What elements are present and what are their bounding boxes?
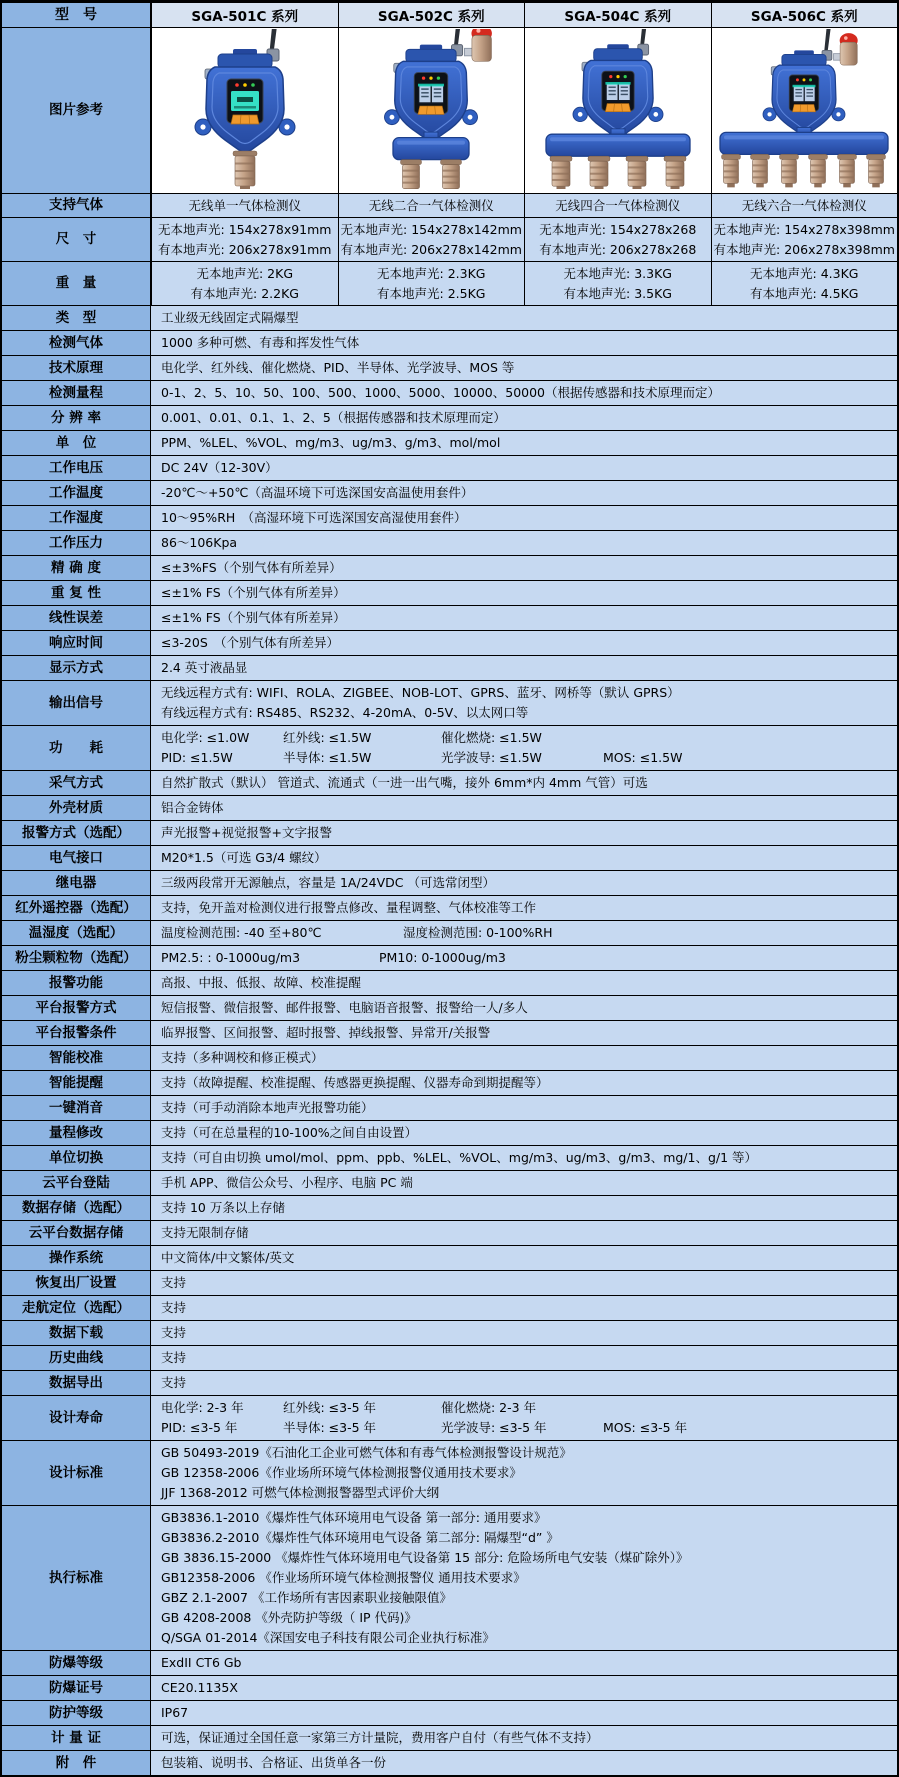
row-value [151, 1726, 897, 1750]
row-value-line: 可选，保证通过全国任意一家第三方计量院，费用客户自付（有些气体不支持） [161, 1728, 891, 1748]
row-value [151, 1371, 897, 1395]
row-value [151, 1271, 897, 1295]
spec-row [2, 1020, 897, 1045]
spec-row [2, 1700, 897, 1725]
spec-row [2, 680, 897, 725]
row-value [151, 1751, 897, 1775]
spec-row [2, 630, 897, 655]
spec-row [2, 1675, 897, 1700]
header-row [2, 3, 897, 27]
row-label: 技术原理 [2, 356, 151, 380]
row-value-line: 支持（可自由切换 umol/mol、ppm、ppb、%LEL、%VOL、mg/m3、ug/m3、g/m3、mg/1、g/1 等） [161, 1148, 891, 1168]
row-value [151, 996, 897, 1020]
spec-row [2, 330, 897, 355]
row-value-segment: 光学波导: ≤1.5W [441, 748, 603, 768]
row-value-line [161, 948, 891, 968]
spec-row [2, 770, 897, 795]
row-value-line: GBZ 2.1-2007 《工作场所有害因素职业接触限值》 [161, 1588, 891, 1608]
spec-row [2, 1750, 897, 1775]
spec-row [2, 1270, 897, 1295]
row-value [151, 1441, 897, 1505]
row-value-line: -20℃～+50℃（高温环境下可选深国安高温使用套件） [161, 483, 891, 503]
row-value [151, 1701, 897, 1725]
row-value-line: 高报、中报、低报、故障、校准提醒 [161, 973, 891, 993]
row-label: 报警功能 [2, 971, 151, 995]
quad-value-line: 有本地声光: 4.5KG [750, 284, 858, 303]
row-label: 检测量程 [2, 381, 151, 405]
quad-value-line: 无本地声光: 154x278x91mm [158, 220, 331, 239]
row-value [151, 946, 897, 970]
quad-value-line: 有本地声光: 3.5KG [564, 284, 672, 303]
row-label: 平台报警方式 [2, 996, 151, 1020]
row-label: 显示方式 [2, 656, 151, 680]
row-value [151, 1021, 897, 1045]
row-label: 计 量 证 [2, 1726, 151, 1750]
row-value [151, 306, 897, 330]
spec-row [2, 920, 897, 945]
row-value [151, 1321, 897, 1345]
row-value [151, 1651, 897, 1675]
gas-detector-two-sensor-icon [340, 29, 522, 193]
row-label: 工作温度 [2, 481, 151, 505]
row-value-line: 工业级无线固定式隔爆型 [161, 308, 891, 328]
row-value-segment: 湿度检测范围: 0-100%RH [403, 923, 552, 943]
quad-value-cell [524, 218, 711, 261]
row-value-line: 临界报警、区间报警、超时报警、掉线报警、异常开/关报警 [161, 1023, 891, 1043]
row-value [151, 1146, 897, 1170]
gas-detector-six-sensor-icon [713, 29, 895, 193]
row-value-line: 86～106Kpa [161, 533, 891, 553]
spec-row [2, 1095, 897, 1120]
row-label: 量程修改 [2, 1121, 151, 1145]
row-label: 执行标准 [2, 1506, 151, 1650]
row-label: 恢复出厂设置 [2, 1271, 151, 1295]
quad-value-cell [338, 262, 525, 305]
row-label: 一键消音 [2, 1096, 151, 1120]
device-image-cell [524, 28, 711, 193]
spec-row [2, 430, 897, 455]
row-value [151, 726, 897, 770]
gas-detector-single-sensor-icon [154, 29, 336, 193]
row-value-line: 支持（可手动消除本地声光报警功能） [161, 1098, 891, 1118]
row-value-line: 自然扩散式（默认） 管道式、流通式（一进一出气嘴，接外 6mm*内 4mm 气管）可选 [161, 773, 891, 793]
quad-value-line: 无本地声光: 4.3KG [750, 264, 858, 283]
spec-row [2, 845, 897, 870]
row-value-segment: 电化学: ≤1.0W [161, 728, 283, 748]
spec-row [2, 480, 897, 505]
row-label: 线性误差 [2, 606, 151, 630]
row-label: 防爆等级 [2, 1651, 151, 1675]
quad-value-cell [524, 262, 711, 305]
row-value-line: 0-1、2、5、10、50、100、500、1000、5000、10000、50000（根据传感器和技术原理而定） [161, 383, 891, 403]
row-value-line: 支持 10 万条以上存储 [161, 1198, 891, 1218]
row-value [151, 821, 897, 845]
spec-row [2, 380, 897, 405]
row-value-segment: 光学波导: ≤3-5 年 [441, 1418, 603, 1438]
row-label: 云平台数据存储 [2, 1221, 151, 1245]
row-value [151, 1171, 897, 1195]
row-value [151, 796, 897, 820]
row-value-line: IP67 [161, 1703, 891, 1723]
row-value-line: ≤±1% FS（个别气体有所差异） [161, 583, 891, 603]
spec-row [2, 505, 897, 530]
row-label: 类 型 [2, 306, 151, 330]
quad-value-cell [524, 194, 711, 217]
row-value [151, 656, 897, 680]
row-value-line: GB 4208-2008 《外壳防护等级（ IP 代码)》 [161, 1608, 891, 1628]
row-label: 外壳材质 [2, 796, 151, 820]
row-value-line: 支持 [161, 1273, 891, 1293]
spec-row [2, 355, 897, 380]
quad-value-cell [711, 262, 898, 305]
row-value [151, 581, 897, 605]
spec-row [2, 1440, 897, 1505]
row-value-line: 中文简体/中文繁体/英文 [161, 1248, 891, 1268]
row-value-line: ≤3-20S （个别气体有所差异） [161, 633, 891, 653]
spec-row [2, 1045, 897, 1070]
row-value-segment: MOS: ≤1.5W [603, 748, 682, 768]
row-value-line: M20*1.5（可选 G3/4 螺纹） [161, 848, 891, 868]
row-value [151, 846, 897, 870]
row-value-line: GB 12358-2006《作业场所环境气体检测报警仪通用技术要求》 [161, 1463, 891, 1483]
row-value-line: GB3836.1-2010《爆炸性气体环境用电气设备 第一部分: 通用要求》 [161, 1508, 891, 1528]
row-label: 尺 寸 [2, 218, 151, 261]
quad-value-cell [151, 262, 338, 305]
row-label: 防护等级 [2, 1701, 151, 1725]
row-value-line: 1000 多种可燃、有毒和挥发性气体 [161, 333, 891, 353]
device-image-cell [338, 28, 525, 193]
quad-value-cell [151, 194, 338, 217]
row-label: 历史曲线 [2, 1346, 151, 1370]
quad-value-line: 无本地声光: 154x278x398mm [714, 220, 895, 239]
row-value-line: DC 24V（12-30V） [161, 458, 891, 478]
row-value [151, 1096, 897, 1120]
quad-value-line: 无线六合一气体检测仪 [742, 196, 867, 215]
spec-row [2, 530, 897, 555]
quad-row [2, 193, 897, 217]
row-value-line [161, 728, 891, 748]
row-value [151, 431, 897, 455]
row-label: 设计标准 [2, 1441, 151, 1505]
quad-value-cell [338, 218, 525, 261]
row-value [151, 1071, 897, 1095]
image-row [2, 27, 897, 193]
spec-row [2, 870, 897, 895]
row-label: 继电器 [2, 871, 151, 895]
quad-row [2, 261, 897, 305]
row-value-line: GB 3836.15-2000 《爆炸性气体环境用电气设备第 15 部分: 危险场所电气安装（煤矿除外）》 [161, 1548, 891, 1568]
row-value [151, 331, 897, 355]
row-value [151, 1506, 897, 1650]
spec-row [2, 970, 897, 995]
quad-value-cell [711, 194, 898, 217]
quad-value-line: 有本地声光: 2.5KG [377, 284, 485, 303]
quad-value-line: 无本地声光: 3.3KG [564, 264, 672, 283]
spec-row [2, 995, 897, 1020]
row-value [151, 1196, 897, 1220]
row-value-line: 0.001、0.01、0.1、1、2、5（根据传感器和技术原理而定） [161, 408, 891, 428]
row-value [151, 531, 897, 555]
row-value [151, 771, 897, 795]
spec-row [2, 1505, 897, 1650]
row-value-segment: 温度检测范围: -40 至+80℃ [161, 923, 403, 943]
row-value-line [161, 1398, 891, 1418]
row-value [151, 921, 897, 945]
row-value-line: 支持，免开盖对检测仪进行报警点修改、量程调整、气体校准等工作 [161, 898, 891, 918]
quad-value-cell [338, 194, 525, 217]
row-label: 平台报警条件 [2, 1021, 151, 1045]
spec-row [2, 1245, 897, 1270]
quad-value-line: 无本地声光: 154x278x142mm [341, 220, 522, 239]
row-value-line: 无线远程方式有: WIFI、ROLA、ZIGBEE、NOB-LOT、GPRS、蓝牙、网桥等（默认 GPRS） [161, 683, 891, 703]
spec-row [2, 655, 897, 680]
gas-detector-four-sensor-icon [527, 29, 709, 193]
model-header: SGA-506C 系列 [711, 3, 898, 27]
spec-row [2, 405, 897, 430]
spec-row [2, 1320, 897, 1345]
row-value-line: CE20.1135X [161, 1678, 891, 1698]
row-value-line: 支持（故障提醒、校准提醒、传感器更换提醒、仪器寿命到期提醒等） [161, 1073, 891, 1093]
row-value-segment: 催化燃烧: 2-3 年 [441, 1398, 603, 1418]
row-value-line: 支持（多种调校和修正模式） [161, 1048, 891, 1068]
spec-row [2, 1145, 897, 1170]
row-value-segment: 红外线: ≤1.5W [283, 728, 441, 748]
row-label: 功 耗 [2, 726, 151, 770]
row-label: 数据下载 [2, 1321, 151, 1345]
spec-row [2, 945, 897, 970]
spec-row [2, 1120, 897, 1145]
spec-row [2, 795, 897, 820]
row-value-line: 2.4 英寸液晶显 [161, 658, 891, 678]
quad-value-cell [151, 218, 338, 261]
row-value-line: 包装箱、说明书、合格证、出货单各一份 [161, 1753, 891, 1773]
row-label: 检测气体 [2, 331, 151, 355]
row-label-image: 图片参考 [2, 28, 151, 193]
row-value [151, 406, 897, 430]
spec-row [2, 580, 897, 605]
row-value-line [161, 748, 891, 768]
quad-value-line: 无本地声光: 2.3KG [377, 264, 485, 283]
row-label: 重 复 性 [2, 581, 151, 605]
row-label: 采气方式 [2, 771, 151, 795]
row-label: 设计寿命 [2, 1396, 151, 1440]
row-label: 操作系统 [2, 1246, 151, 1270]
spec-row [2, 1345, 897, 1370]
row-value [151, 1121, 897, 1145]
row-value-segment: PM2.5: : 0-1000ug/m3 [161, 948, 379, 968]
row-value-line [161, 1418, 891, 1438]
row-value-line: GB12358-2006 《作业场所环境气体检测报警仪 通用技术要求》 [161, 1568, 891, 1588]
row-label: 支持气体 [2, 194, 151, 217]
row-value [151, 1676, 897, 1700]
row-value-line: 短信报警、微信报警、邮件报警、电脑语音报警、报警给一人/多人 [161, 998, 891, 1018]
spec-row [2, 1370, 897, 1395]
quad-value-line: 有本地声光: 206x278x398mm [714, 240, 895, 259]
row-value-line: PPM、%LEL、%VOL、mg/m3、ug/m3、g/m3、mol/mol [161, 433, 891, 453]
row-value-line: 支持 [161, 1373, 891, 1393]
spec-row [2, 1395, 897, 1440]
row-label: 输出信号 [2, 681, 151, 725]
quad-value-line: 有本地声光: 206x278x91mm [158, 240, 331, 259]
row-value-line: Q/SGA 01-2014《深国安电子科技有限公司企业执行标准》 [161, 1628, 891, 1648]
spec-row [2, 820, 897, 845]
quad-row [2, 217, 897, 261]
row-value-segment: 半导体: ≤1.5W [283, 748, 441, 768]
row-value-line: 有线远程方式有: RS485、RS232、4-20mA、0-5V、以太网口等 [161, 703, 891, 723]
row-value-line: 10～95%RH （高湿环境下可选深国安高湿使用套件） [161, 508, 891, 528]
row-value-line: ≤±1% FS（个别气体有所差异） [161, 608, 891, 628]
device-image-cell [711, 28, 898, 193]
row-value-line: GB 50493-2019《石油化工企业可燃气体和有毒气体检测报警设计规范》 [161, 1443, 891, 1463]
row-value [151, 381, 897, 405]
row-value [151, 506, 897, 530]
row-value [151, 1246, 897, 1270]
row-value-line: JJF 1368-2012 可燃气体检测报警器型式评价大纲 [161, 1483, 891, 1503]
row-value-segment: 催化燃烧: ≤1.5W [441, 728, 603, 748]
model-header: SGA-504C 系列 [524, 3, 711, 27]
row-value-segment: MOS: ≤3-5 年 [603, 1418, 687, 1438]
row-label: 工作电压 [2, 456, 151, 480]
row-value-segment: 电化学: 2-3 年 [161, 1398, 283, 1418]
row-value-line: 支持 [161, 1298, 891, 1318]
row-label: 红外遥控器（选配） [2, 896, 151, 920]
row-value [151, 1046, 897, 1070]
spec-row [2, 1295, 897, 1320]
model-header: SGA-501C 系列 [151, 3, 338, 27]
spec-row [2, 455, 897, 480]
spec-row [2, 1070, 897, 1095]
row-label: 温湿度（选配） [2, 921, 151, 945]
row-label-model: 型 号 [2, 3, 151, 27]
row-value [151, 631, 897, 655]
quad-value-line: 有本地声光: 206x278x142mm [341, 240, 522, 259]
quad-value-line: 无线二合一气体检测仪 [369, 196, 494, 215]
quad-value-line: 有本地声光: 2.2KG [191, 284, 299, 303]
row-value-line: ≤±3%FS（个别气体有所差异） [161, 558, 891, 578]
row-label: 智能校准 [2, 1046, 151, 1070]
row-label: 单 位 [2, 431, 151, 455]
row-value-line: 支持 [161, 1323, 891, 1343]
row-value [151, 971, 897, 995]
row-value [151, 1396, 897, 1440]
row-label: 智能提醒 [2, 1071, 151, 1095]
row-label: 报警方式（选配） [2, 821, 151, 845]
row-label: 工作压力 [2, 531, 151, 555]
model-header: SGA-502C 系列 [338, 3, 525, 27]
row-value-line: 支持 [161, 1348, 891, 1368]
row-value-line: 手机 APP、微信公众号、小程序、电脑 PC 端 [161, 1173, 891, 1193]
row-value [151, 1221, 897, 1245]
spec-row [2, 1220, 897, 1245]
row-value-segment: 半导体: ≤3-5 年 [283, 1418, 441, 1438]
row-value-segment: PM10: 0-1000ug/m3 [379, 948, 506, 968]
quad-value-line: 无本地声光: 154x278x268 [539, 220, 696, 239]
row-value-line: 支持无限制存储 [161, 1223, 891, 1243]
spec-row [2, 555, 897, 580]
row-value-line: 铝合金铸体 [161, 798, 891, 818]
row-value [151, 681, 897, 725]
row-label: 重 量 [2, 262, 151, 305]
spec-row [2, 1650, 897, 1675]
quad-value-cell [711, 218, 898, 261]
row-value [151, 481, 897, 505]
quad-value-line: 无线四合一气体检测仪 [555, 196, 680, 215]
row-label: 电气接口 [2, 846, 151, 870]
row-value [151, 556, 897, 580]
row-value-line: GB3836.2-2010《爆炸性气体环境用电气设备 第二部分: 隔爆型“d” 》 [161, 1528, 891, 1548]
row-label: 工作湿度 [2, 506, 151, 530]
row-value-line [161, 923, 891, 943]
row-value-segment: PID: ≤3-5 年 [161, 1418, 283, 1438]
row-value-segment: 红外线: ≤3-5 年 [283, 1398, 441, 1418]
row-label: 单位切换 [2, 1146, 151, 1170]
spec-row [2, 895, 897, 920]
row-value [151, 456, 897, 480]
quad-value-line: 无本地声光: 2KG [196, 264, 293, 283]
device-image-cell [151, 28, 338, 193]
row-value [151, 356, 897, 380]
row-value-line: 支持（可在总量程的10-100%之间自由设置） [161, 1123, 891, 1143]
row-label: 云平台登陆 [2, 1171, 151, 1195]
row-value [151, 1346, 897, 1370]
row-label: 精 确 度 [2, 556, 151, 580]
row-value-line: 电化学、红外线、催化燃烧、PID、半导体、光学波导、MOS 等 [161, 358, 891, 378]
row-label: 分 辨 率 [2, 406, 151, 430]
spec-row [2, 1725, 897, 1750]
spec-row [2, 305, 897, 330]
row-label: 粉尘颗粒物（选配） [2, 946, 151, 970]
row-label: 防爆证号 [2, 1676, 151, 1700]
row-label: 响应时间 [2, 631, 151, 655]
row-label: 数据导出 [2, 1371, 151, 1395]
row-value [151, 896, 897, 920]
spec-row [2, 1170, 897, 1195]
row-value-line: 声光报警+视觉报警+文字报警 [161, 823, 891, 843]
row-value-segment: PID: ≤1.5W [161, 748, 283, 768]
spec-row [2, 725, 897, 770]
row-label: 附 件 [2, 1751, 151, 1775]
row-value-line: 三级两段常开无源触点，容量是 1A/24VDC （可选常闭型） [161, 873, 891, 893]
row-value [151, 871, 897, 895]
spec-row [2, 1195, 897, 1220]
row-label: 数据存储（选配） [2, 1196, 151, 1220]
quad-value-line: 无线单一气体检测仪 [188, 196, 301, 215]
row-value [151, 606, 897, 630]
row-value [151, 1296, 897, 1320]
row-label: 走航定位（选配） [2, 1296, 151, 1320]
spec-row [2, 605, 897, 630]
row-value-line: ExdII CT6 Gb [161, 1653, 891, 1673]
quad-value-line: 有本地声光: 206x278x268 [539, 240, 696, 259]
